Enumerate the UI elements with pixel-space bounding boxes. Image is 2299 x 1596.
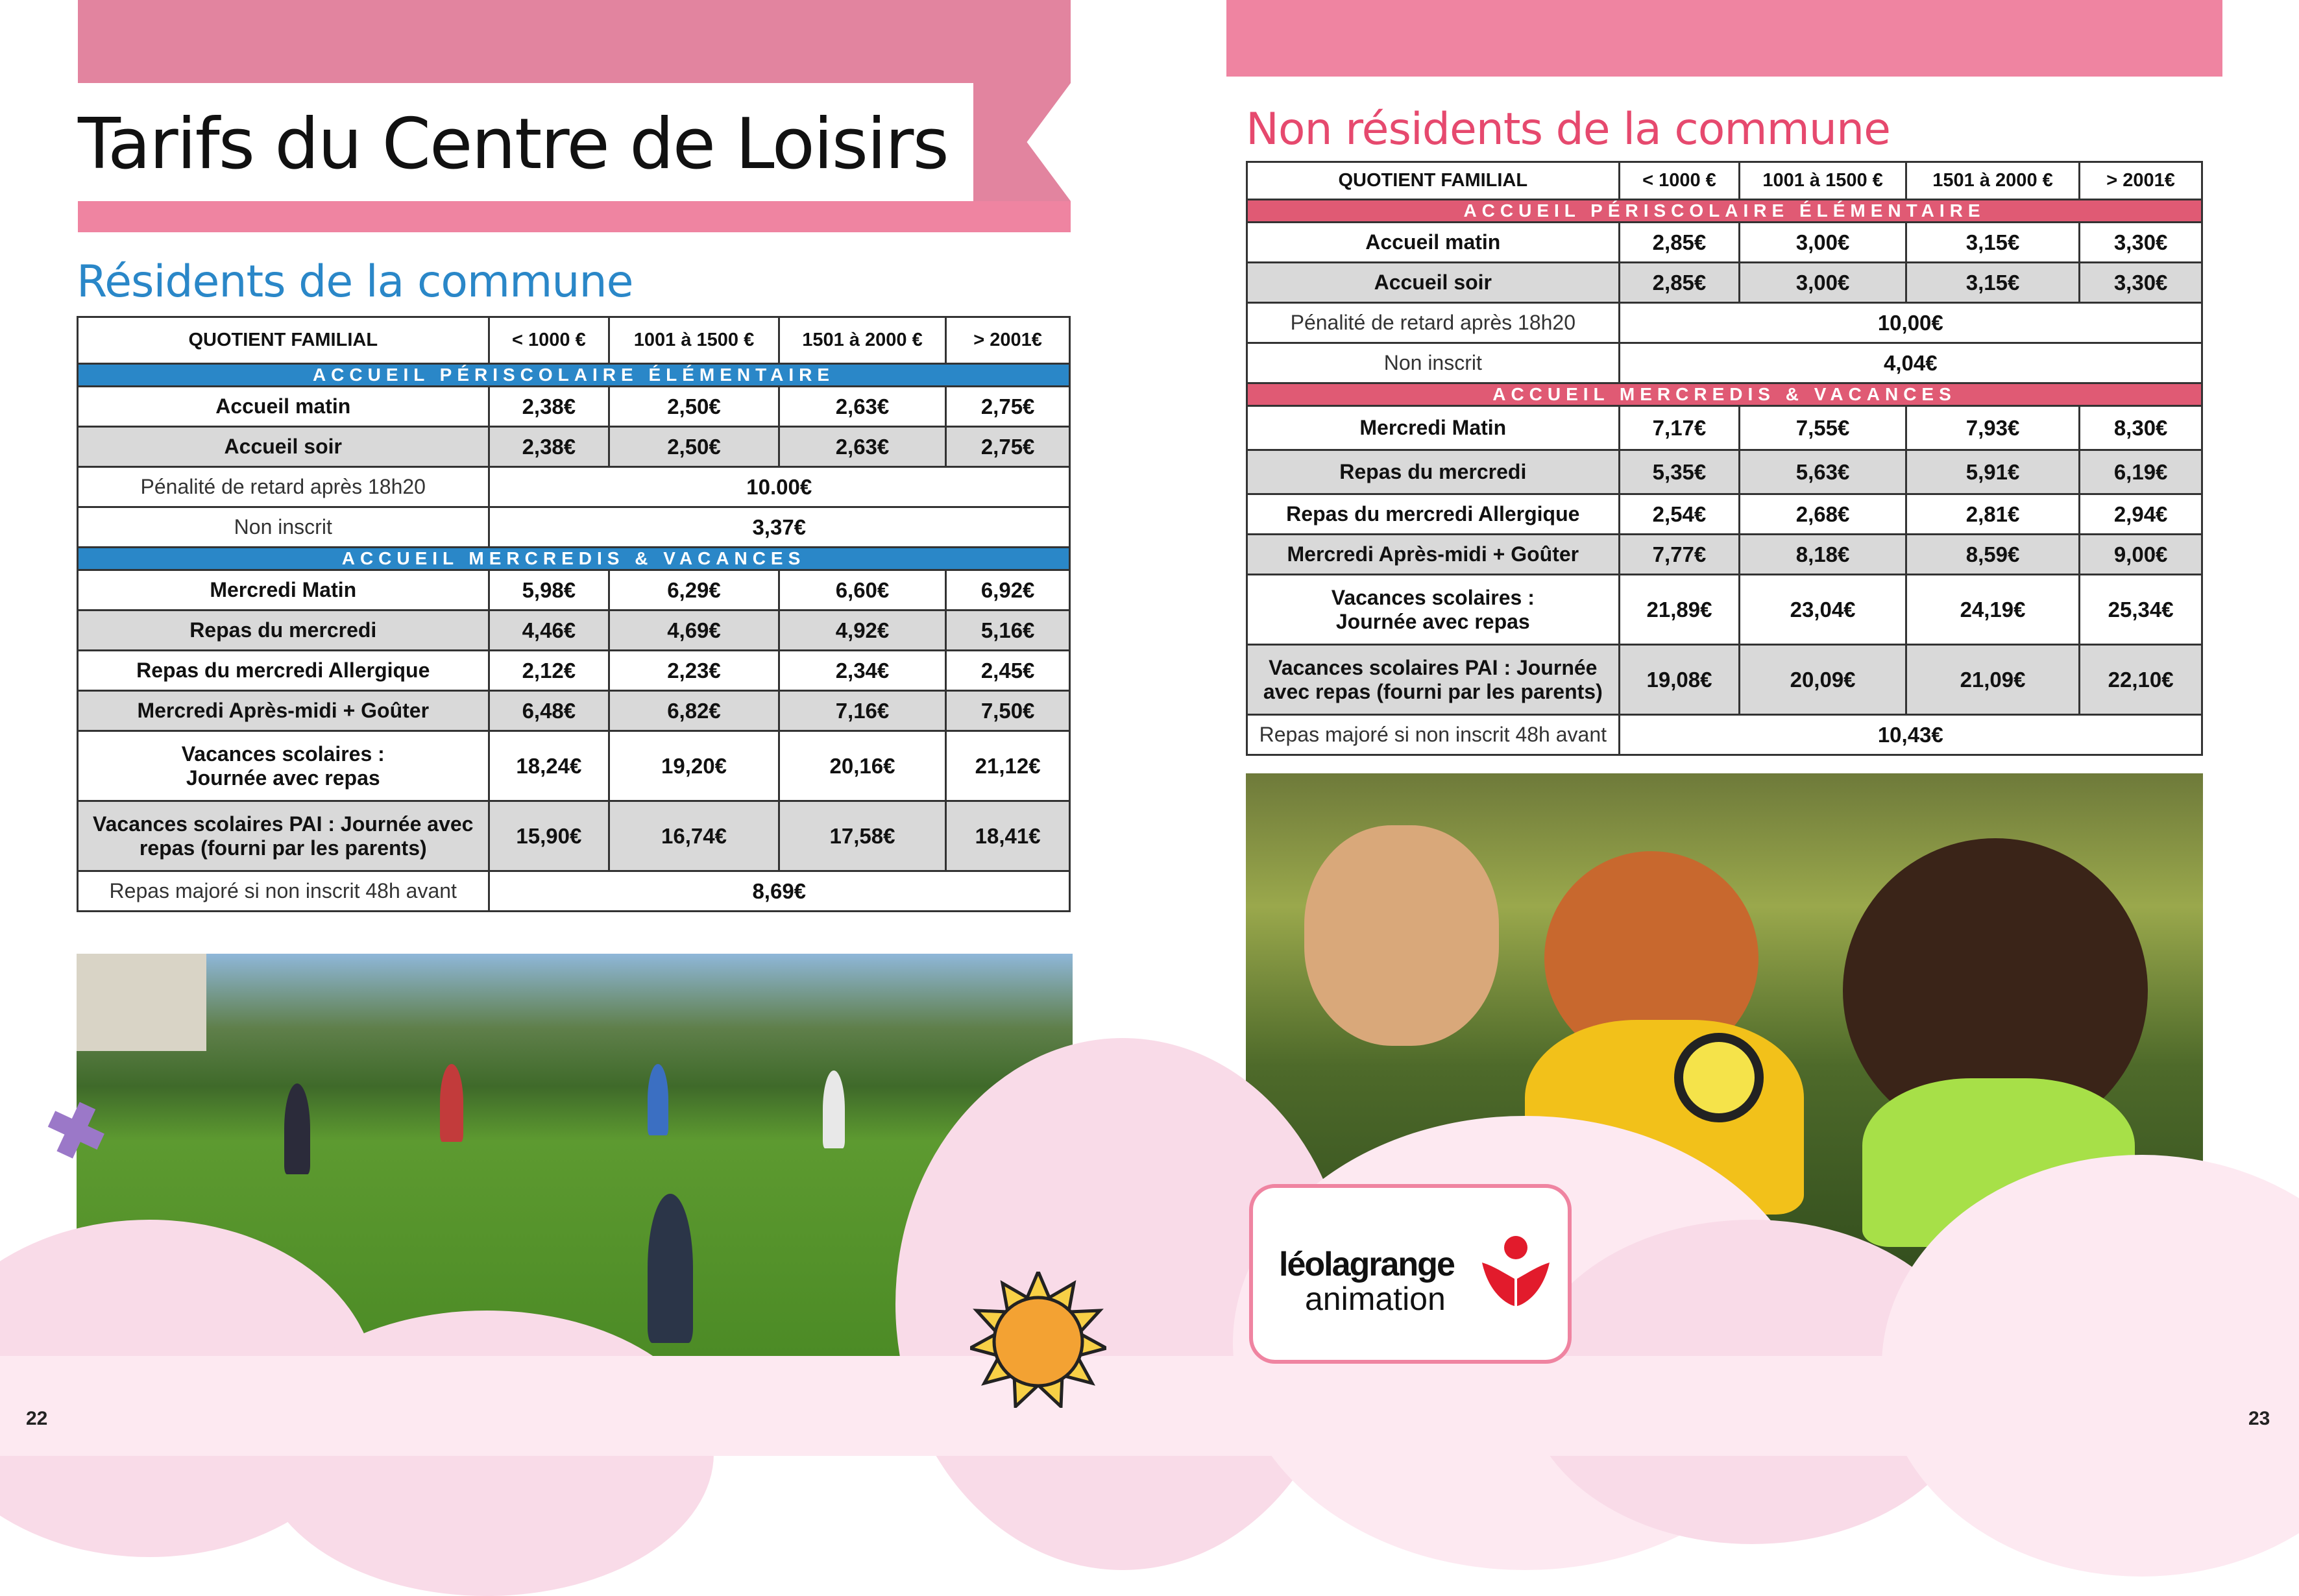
table-row: Vacances scolaires PAI : Journée avec repas (fourni par les parents) 15,90€ 16,74€ 17,58€ 18,41€	[78, 801, 1070, 871]
table-row: Repas majoré si non inscrit 48h avant 8,69€	[78, 871, 1070, 912]
ribbon-tail	[973, 83, 1071, 201]
building	[77, 954, 206, 1051]
table-row: Repas du mercredi 4,46€ 4,69€ 4,92€ 5,16€	[78, 611, 1070, 651]
header-quotient: QUOTIENT FAMILIAL	[1247, 162, 1620, 200]
table-row: Mercredi Matin 7,17€ 7,55€ 7,93€ 8,30€	[1247, 406, 2202, 450]
table-row: Pénalité de retard après 18h20 10,00€	[1247, 303, 2202, 343]
header-col-3: 1501 à 2000 €	[1906, 162, 2079, 200]
header-col-4: > 2001€	[946, 317, 1070, 364]
leo-lagrange-logo	[1249, 1184, 1572, 1364]
section-periscolaire: ACCUEIL PÉRISCOLAIRE ÉLÉMENTAIRE	[78, 364, 1070, 387]
non-residents-heading: Non résidents de la commune	[1246, 104, 1890, 155]
table-row: Repas majoré si non inscrit 48h avant 10,43€	[1247, 715, 2202, 755]
table-row: Repas du mercredi Allergique 2,12€ 2,23€ 2,34€ 2,45€	[78, 651, 1070, 691]
logo-figure-icon	[1477, 1233, 1555, 1311]
page-number-left: 22	[26, 1408, 48, 1429]
table-row: Non inscrit 3,37€	[78, 507, 1070, 548]
child-figure	[648, 1064, 668, 1135]
table-row: Accueil matin 2,85€ 3,00€ 3,15€ 3,30€	[1247, 223, 2202, 263]
header-col-1: < 1000 €	[1619, 162, 1740, 200]
table-row: Repas du mercredi Allergique 2,54€ 2,68€ 2,81€ 2,94€	[1247, 494, 2202, 535]
child-face	[1304, 825, 1499, 1046]
ribbon-underline	[78, 201, 1071, 232]
table-row: Pénalité de retard après 18h20 10.00€	[78, 467, 1070, 507]
top-banner-left	[78, 0, 1071, 83]
page-number-right: 23	[2248, 1408, 2270, 1429]
header-col-2: 1001 à 1500 €	[1740, 162, 1906, 200]
header-col-3: 1501 à 2000 €	[779, 317, 946, 364]
child-figure	[284, 1083, 310, 1174]
table-row: Accueil soir 2,38€ 2,50€ 2,63€ 2,75€	[78, 427, 1070, 467]
logo-line-2: animation	[1305, 1281, 1446, 1317]
top-banner-right	[1226, 0, 2222, 77]
header-quotient: QUOTIENT FAMILIAL	[78, 317, 489, 364]
table-row: Mercredi Après-midi + Goûter 6,48€ 6,82€ 7,16€ 7,50€	[78, 691, 1070, 731]
child-figure	[648, 1194, 693, 1343]
section-mercredis: ACCUEIL MERCREDIS & VACANCES	[1247, 383, 2202, 406]
logo-line-1: léolagrange	[1279, 1246, 1454, 1283]
page-title: Tarifs du Centre de Loisirs	[78, 104, 948, 185]
header-col-1: < 1000 €	[489, 317, 609, 364]
section-mercredis: ACCUEIL MERCREDIS & VACANCES	[78, 548, 1070, 570]
cross-decoration-icon: ✖	[34, 1083, 119, 1180]
table-row: Mercredi Matin 5,98€ 6,29€ 6,60€ 6,92€	[78, 570, 1070, 611]
child-figure	[823, 1070, 845, 1148]
residents-table	[77, 316, 1071, 912]
header-col-2: 1001 à 1500 €	[609, 317, 779, 364]
section-periscolaire: ACCUEIL PÉRISCOLAIRE ÉLÉMENTAIRE	[1247, 200, 2202, 223]
sun-icon	[970, 1272, 1106, 1408]
table-row: Vacances scolaires : Journée avec repas 18,24€ 19,20€ 20,16€ 21,12€	[78, 731, 1070, 801]
table-row: Vacances scolaires PAI : Journée avec repas (fourni par les parents) 19,08€ 20,09€ 21,09€ 22,10€	[1247, 645, 2202, 715]
table-row: Non inscrit 4,04€	[1247, 343, 2202, 383]
non-residents-table	[1246, 161, 2203, 756]
table-row: Repas du mercredi 5,35€ 5,63€ 5,91€ 6,19€	[1247, 450, 2202, 494]
magnifying-glass	[1674, 1033, 1764, 1122]
residents-heading: Résidents de la commune	[77, 256, 633, 308]
table-row: Mercredi Après-midi + Goûter 7,77€ 8,18€ 8,59€ 9,00€	[1247, 535, 2202, 575]
header-col-4: > 2001€	[2080, 162, 2202, 200]
table-row: Accueil matin 2,38€ 2,50€ 2,63€ 2,75€	[78, 387, 1070, 427]
child-figure	[440, 1064, 463, 1142]
table-row: Vacances scolaires : Journée avec repas 21,89€ 23,04€ 24,19€ 25,34€	[1247, 575, 2202, 645]
footer-band	[0, 1356, 2299, 1456]
table-row: Accueil soir 2,85€ 3,00€ 3,15€ 3,30€	[1247, 263, 2202, 303]
